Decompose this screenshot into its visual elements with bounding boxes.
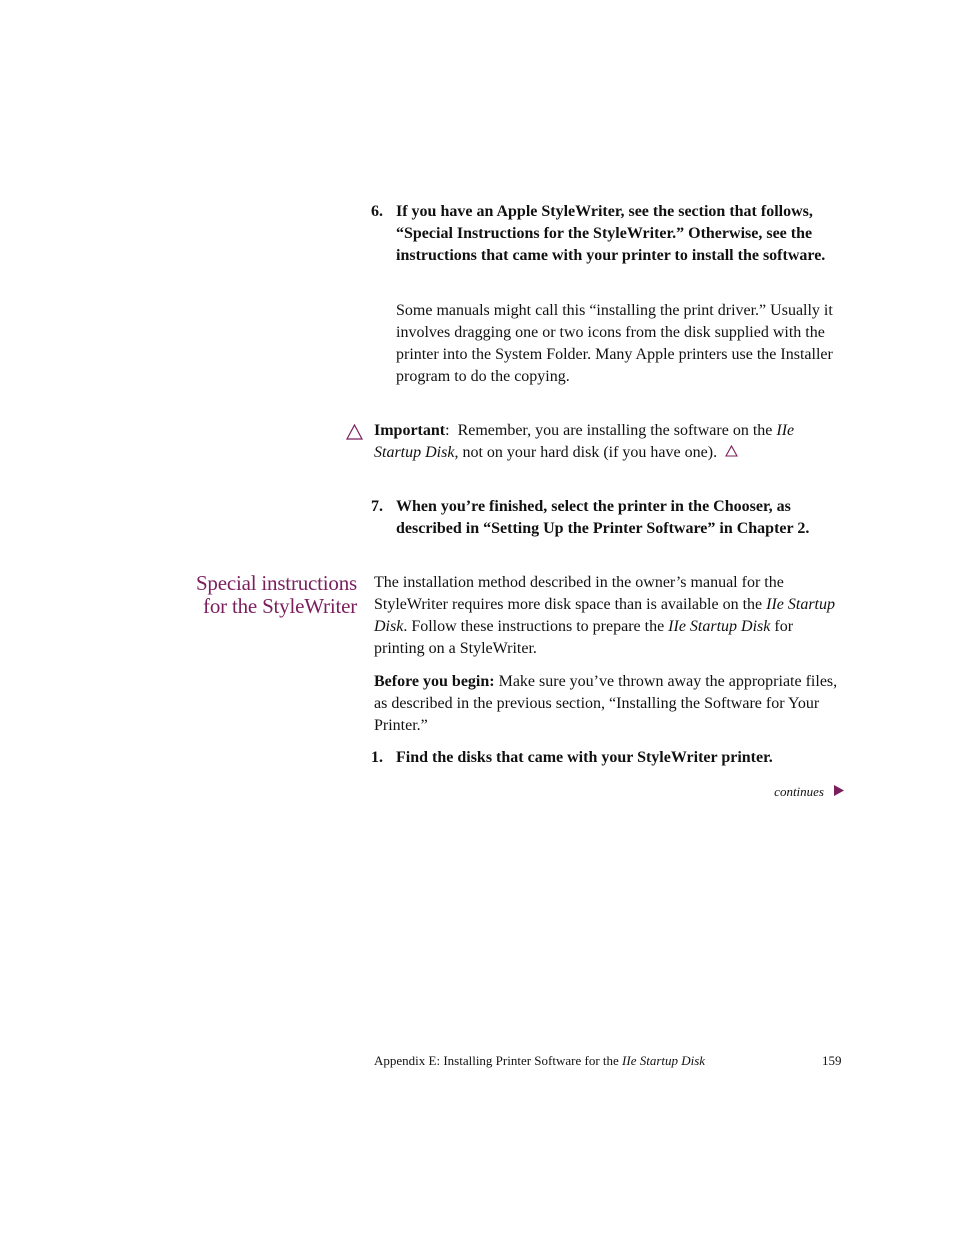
important-italic-term: IIe Startup Disk <box>374 422 795 461</box>
important-label: Important <box>374 422 446 439</box>
step-6-instruction: If you have an Apple StyleWriter, see the section that follows, “Special Instructions for the StyleWriter.” Otherwise, see the instructions that came with your printer to install the software. <box>396 203 826 264</box>
important-note <box>374 420 844 464</box>
para1-term-1: IIe Startup Disk <box>374 596 835 635</box>
important-colon: : <box>445 422 450 439</box>
important-text-after: , not on your hard disk (if you have one). <box>454 444 718 461</box>
step-6-detail: Some manuals might call this “installing the print driver.” Usually it involves dragging one or two icons from the disk supplied with the printer into the System Folder. Many Apple printers use the Installer program to do the copying. <box>396 302 833 385</box>
step-1-instruction: Find the disks that came with your StyleWriter printer. <box>396 749 773 766</box>
caution-triangle-icon <box>346 424 363 440</box>
para1-term-2: IIe Startup Disk <box>668 618 771 635</box>
page-number: 159 <box>822 1053 842 1068</box>
before-label: Before you begin: <box>374 673 495 690</box>
step-7-number: 7. <box>371 498 383 515</box>
right-arrow-icon <box>834 783 844 801</box>
footer-text: Appendix E: Installing Printer Software for the <box>374 1053 619 1068</box>
para1-text-c: for printing on a StyleWriter. <box>374 618 794 657</box>
continues-marker <box>740 783 844 801</box>
section-heading-line2: for the StyleWriter <box>203 594 357 618</box>
important-text-before: Remember, you are installing the software on the <box>457 422 773 439</box>
footer-italic-term: IIe Startup Disk <box>622 1053 706 1068</box>
step-1-number: 1. <box>371 749 383 766</box>
para1-text-b: . Follow these instructions to prepare the <box>403 618 665 635</box>
section-paragraph-1 <box>374 572 836 660</box>
before-text: Make sure you’ve thrown away the appropriate files, as described in the previous section, “Installing the Software for Your Printer.” <box>374 673 838 734</box>
step-7-instruction: When you’re finished, select the printer in the Chooser, as described in “Setting Up the Printer Software” in Chapter 2. <box>396 498 810 537</box>
end-caution-triangle-icon <box>725 442 738 464</box>
section-heading-line1: Special instructions <box>195 571 357 595</box>
step-6-number: 6. <box>371 203 383 220</box>
section-heading <box>160 572 357 618</box>
continues-label: continues <box>774 784 824 799</box>
para1-text-a: The installation method described in the owner’s manual for the StyleWriter requires more disk space than is available on the <box>374 574 784 613</box>
before-you-begin <box>374 671 840 737</box>
page-footer <box>374 1053 705 1069</box>
